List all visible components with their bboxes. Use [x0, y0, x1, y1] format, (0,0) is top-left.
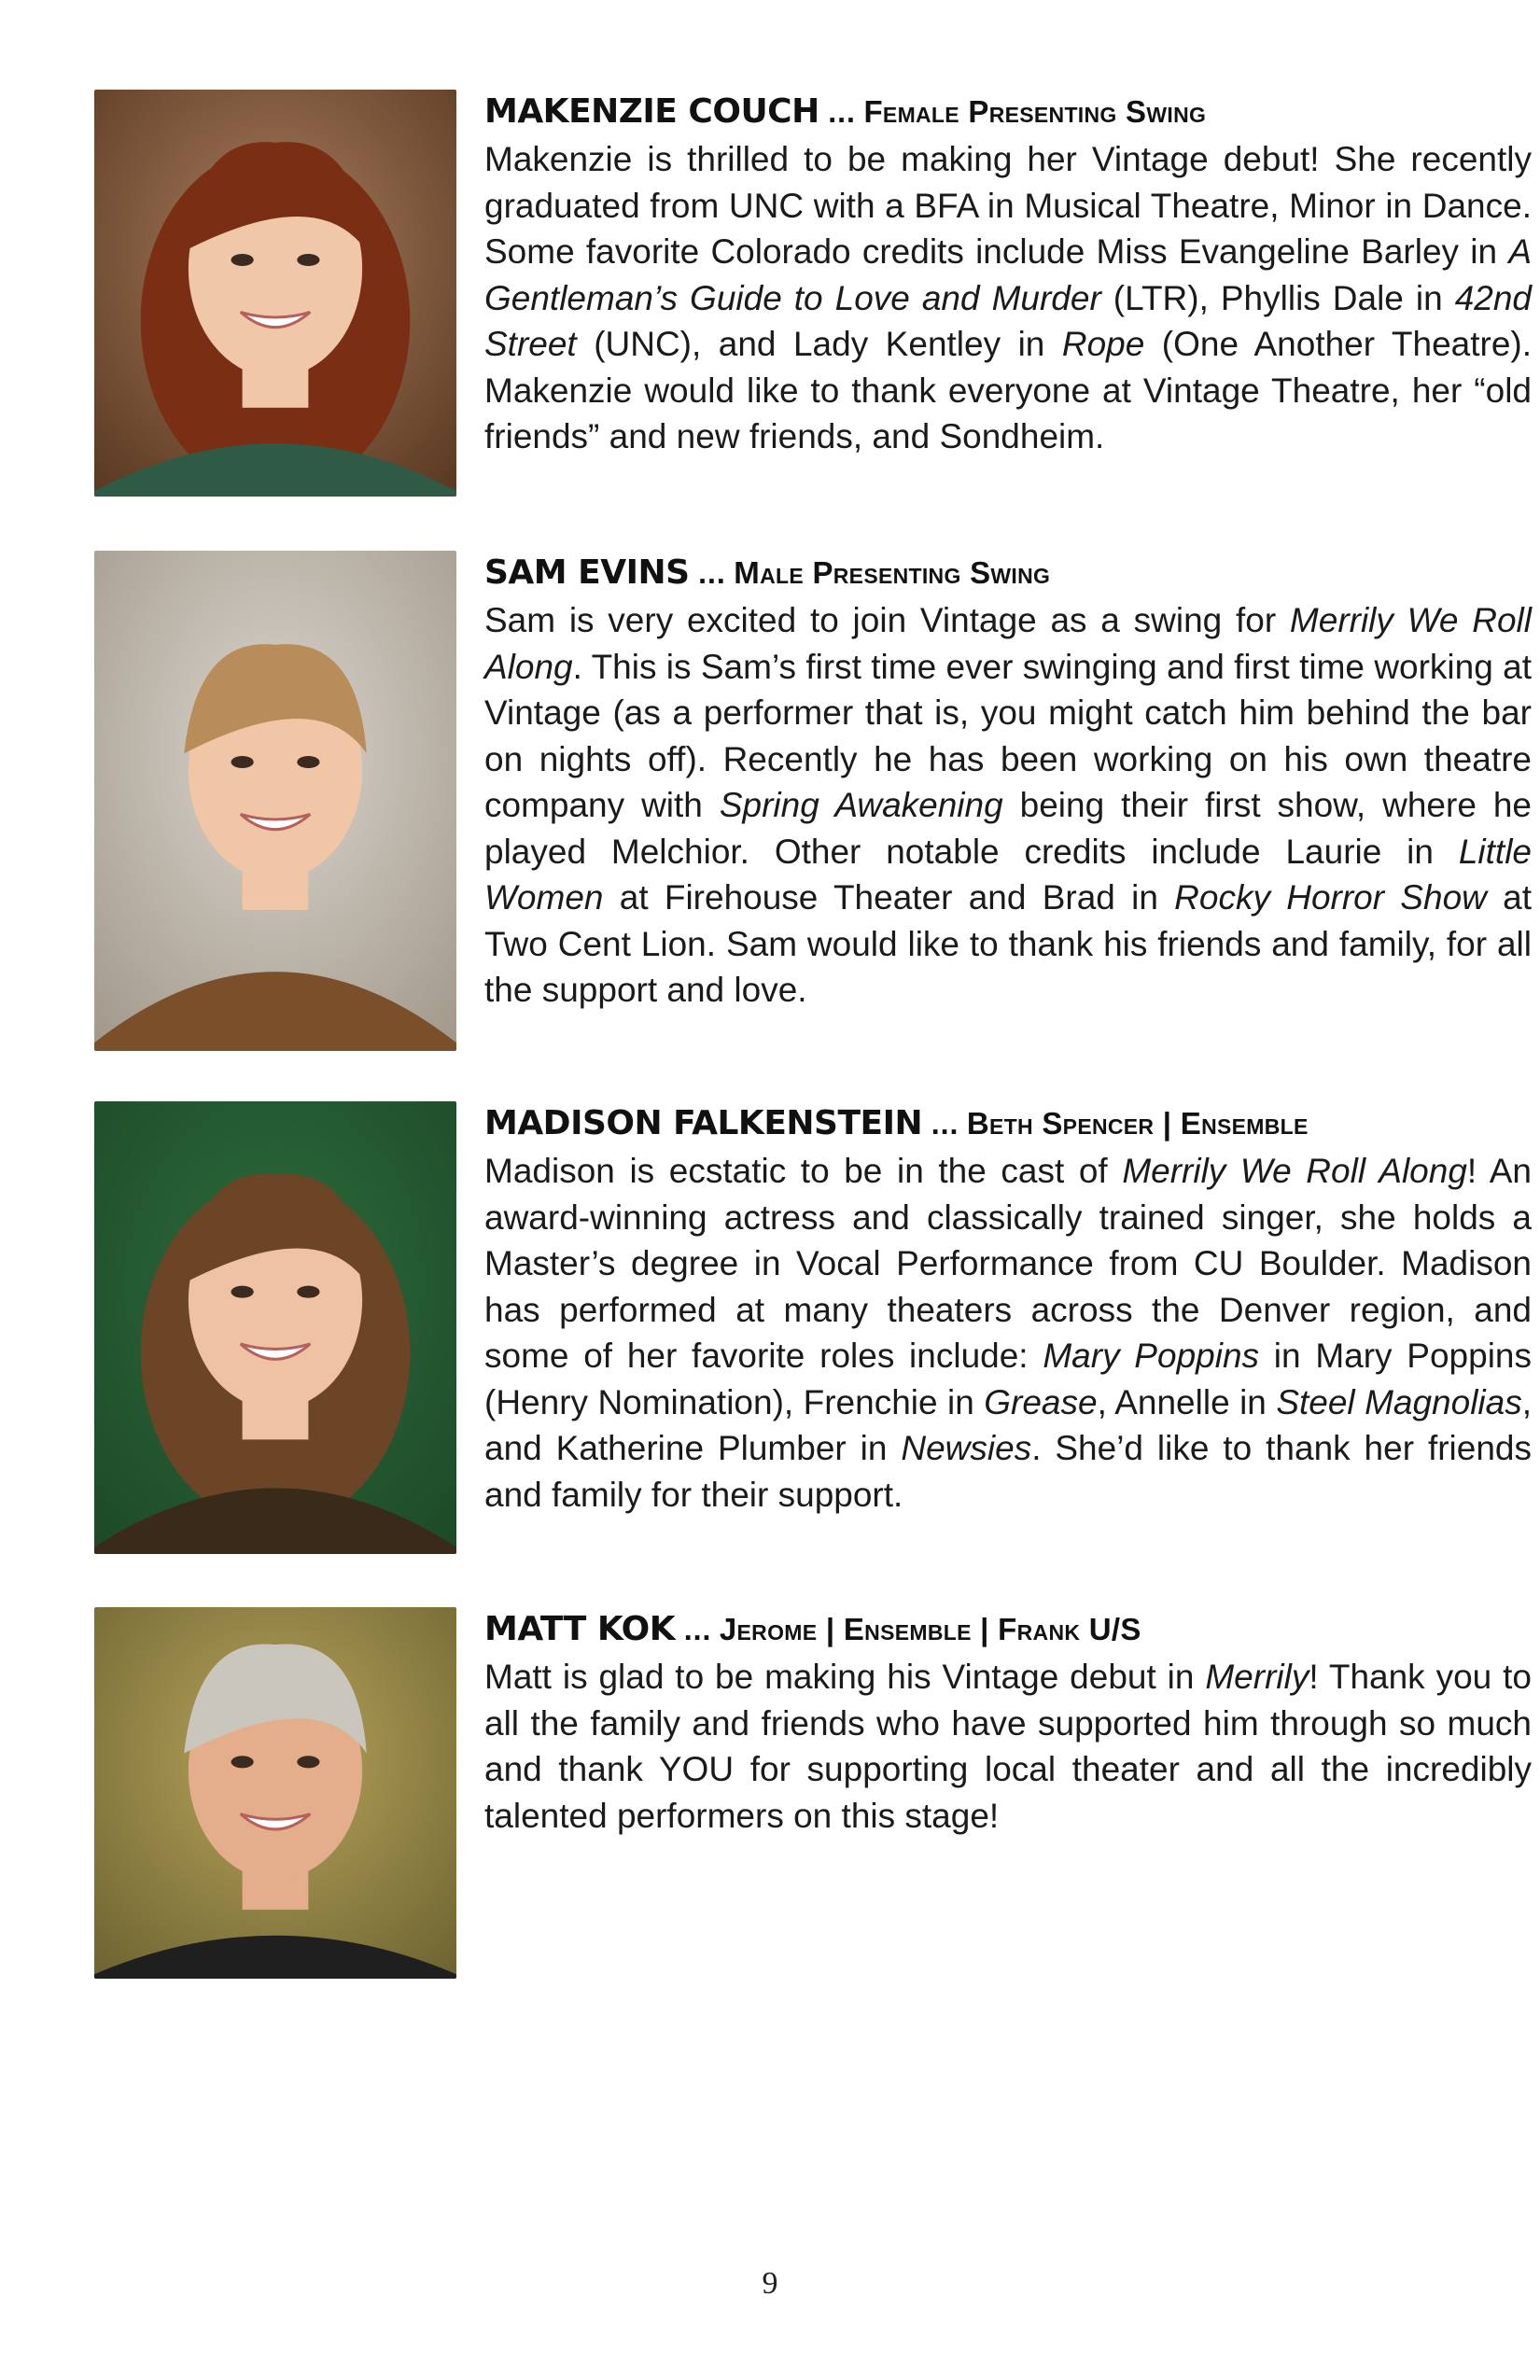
bio-title-italic: Little Women [484, 832, 1532, 917]
bio-title-italic: Steel Magnolias [1276, 1382, 1522, 1421]
bio-title-italic: 42nd Street [484, 278, 1532, 363]
bio-title-italic: Merrily [1205, 1658, 1309, 1696]
bio-title-italic: Merrily We Roll Along [484, 601, 1532, 686]
headshot-photo [94, 1607, 456, 1979]
name-role-separator: ... [819, 101, 864, 129]
performer-name: MATT KOK [484, 1610, 676, 1648]
bio-text-run: Sam is very excited to join Vintage as a swing for [484, 601, 1290, 639]
performer-name: MADISON FALKENSTEIN [484, 1104, 923, 1142]
bio-text-run: (UNC), and Lady Kentley in [576, 325, 1062, 363]
bio-block [484, 90, 1532, 460]
bio-text-run: . She’d like to thank her friends and family for their support. [484, 1429, 1533, 1514]
performer-role: Male Presenting Swing [734, 555, 1051, 590]
performer-name: MAKENZIE COUCH [484, 92, 819, 131]
bio-text-run: in Mary Poppins (Henry Nomination), Frenchie in [484, 1337, 1532, 1421]
headshot-photo [94, 90, 456, 497]
headshot-photo [94, 551, 456, 1051]
bio-text [484, 597, 1532, 1014]
bio-text-run: (LTR), Phyllis Dale in [1100, 278, 1455, 317]
bio-block [484, 551, 1532, 1014]
bio-title-italic: Rocky Horror Show [1174, 878, 1487, 917]
bio-text [484, 1148, 1532, 1518]
bio-block [484, 1607, 1532, 1839]
bio-text-run: at Two Cent Lion. Sam would like to thank his friends and family, for all the support and love. [484, 878, 1532, 1009]
bio-title-italic: Rope [1061, 325, 1145, 363]
name-role-separator: ... [922, 1113, 967, 1141]
bio-title-italic: Mary Poppins [1043, 1337, 1260, 1375]
bio-text-run: Makenzie is thrilled to be making her Vintage debut! She recently graduated from UNC with a BFA in Musical Theatre, Minor in Dance. Some favorite Colorado credits include Miss Evangeline Barley in [484, 140, 1532, 271]
bio-title-italic: A Gentleman’s Guide to Love and Murder [484, 232, 1532, 317]
bio-heading [484, 551, 1532, 597]
bio-text-run: being their first show, where he played Melchior. Other notable credits include Laurie in [484, 786, 1532, 871]
bio-text-run: Madison is ecstatic to be in the cast of [484, 1152, 1123, 1190]
bio-text-run: ! An award-winning actress and classically trained singer, she holds a Master’s degree in Vocal Performance from CU Boulder. Madison has performed at many theaters across the Denver region, and some of her favorite roles include: [484, 1152, 1532, 1375]
bio-text-run: at Firehouse Theater and Brad in [603, 878, 1175, 917]
bio-block [484, 1101, 1532, 1518]
performer-role: Jerome | Ensemble | Frank U/S [719, 1612, 1141, 1646]
bio-heading [484, 1101, 1532, 1148]
headshot-photo [94, 1101, 456, 1554]
bio-title-italic: Merrily We Roll Along [1122, 1152, 1467, 1190]
performer-role: Beth Spencer | Ensemble [966, 1106, 1309, 1141]
page-number: 9 [762, 2266, 778, 2301]
bio-text [484, 136, 1532, 460]
bio-title-italic: Spring Awakening [719, 786, 1003, 824]
bio-text-run: Matt is glad to be making his Vintage debut in [484, 1658, 1206, 1696]
name-role-separator: ... [689, 562, 735, 590]
performer-role: Female Presenting Swing [863, 94, 1207, 129]
bio-text-run: (One Another Theatre). Makenzie would like to thank everyone at Vintage Theatre, her “old friends” and new friends, and Sondheim. [484, 325, 1533, 455]
bio-heading [484, 90, 1532, 136]
bio-text-run: . This is Sam’s first time ever swinging and first time working at Vintage (as a performer that is, you might catch him behind the bar on nights off). Recently he has been working on his own theatre company with [484, 647, 1532, 824]
bio-title-italic: Newsies [901, 1429, 1032, 1467]
bio-title-italic: Grease [984, 1382, 1098, 1421]
name-role-separator: ... [675, 1618, 720, 1646]
bio-heading [484, 1607, 1532, 1654]
bio-text-run: , Annelle in [1097, 1382, 1277, 1421]
performer-name: SAM EVINS [484, 553, 690, 592]
bio-text-run: , and Katherine Plumber in [484, 1382, 1533, 1467]
bio-text-run: ! Thank you to all the family and friends who have supported him through so much and thank YOU for supporting local theater and all the incredibly talented performers on this stage! [484, 1658, 1532, 1835]
bio-text [484, 1654, 1532, 1839]
